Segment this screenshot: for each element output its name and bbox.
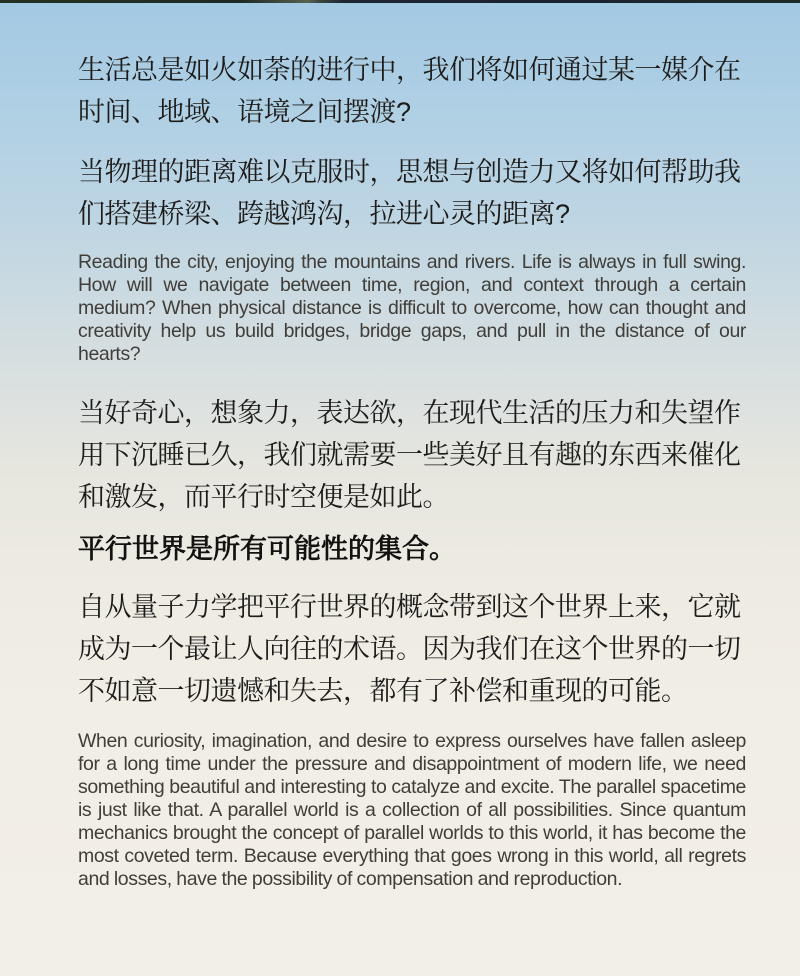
- zh-intro-question-1: 生活总是如火如荼的进行中，我们将如何通过某一媒介在时间、地域、语境之间摆渡?: [78, 55, 741, 127]
- top-edge-image-artifact: [0, 0, 800, 3]
- zh-section-heading: 平行世界是所有可能性的集合。: [78, 534, 456, 564]
- article-body: [78, 49, 746, 891]
- zh-intro-question-2: 当物理的距离难以克服时，思想与创造力又将如何帮助我们搭建桥梁、跨越鸿沟，拉进心灵的距离?: [78, 157, 741, 229]
- zh-body-paragraph-1: 当好奇心，想象力，表达欲，在现代生活的压力和失望作用下沉睡已久，我们就需要一些美好且有趣的东西来催化和激发，而平行时空便是如此。: [78, 398, 741, 512]
- en-translation-body: When curiosity, imagination, and desire to express ourselves have fallen asleep for a long time under the pressure and disappointment of modern life, we need something beautiful and interesting to catalyze and excite. The parallel spacetime is just like that. A parallel world is a collection of all possibilities. Since quantum mechanics brought the concept of parallel worlds to this world, it has become the most coveted term. Because everything that goes wrong in this world, all regrets and losses, have the possibility of compensation and reproduction.: [78, 730, 746, 890]
- zh-body-paragraph-2: 自从量子力学把平行世界的概念带到这个世界上来，它就成为一个最让人向往的术语。因为我们在这个世界的一切不如意一切遗憾和失去，都有了补偿和重现的可能。: [78, 592, 741, 706]
- en-translation-intro: Reading the city, enjoying the mountains and rivers. Life is always in full swing. How will we navigate between time, region, and context through a certain medium? When physical distance is difficult to overcome, how can thought and creativity help us build bridges, bridge gaps, and pull in the distance of our hearts?: [78, 251, 746, 365]
